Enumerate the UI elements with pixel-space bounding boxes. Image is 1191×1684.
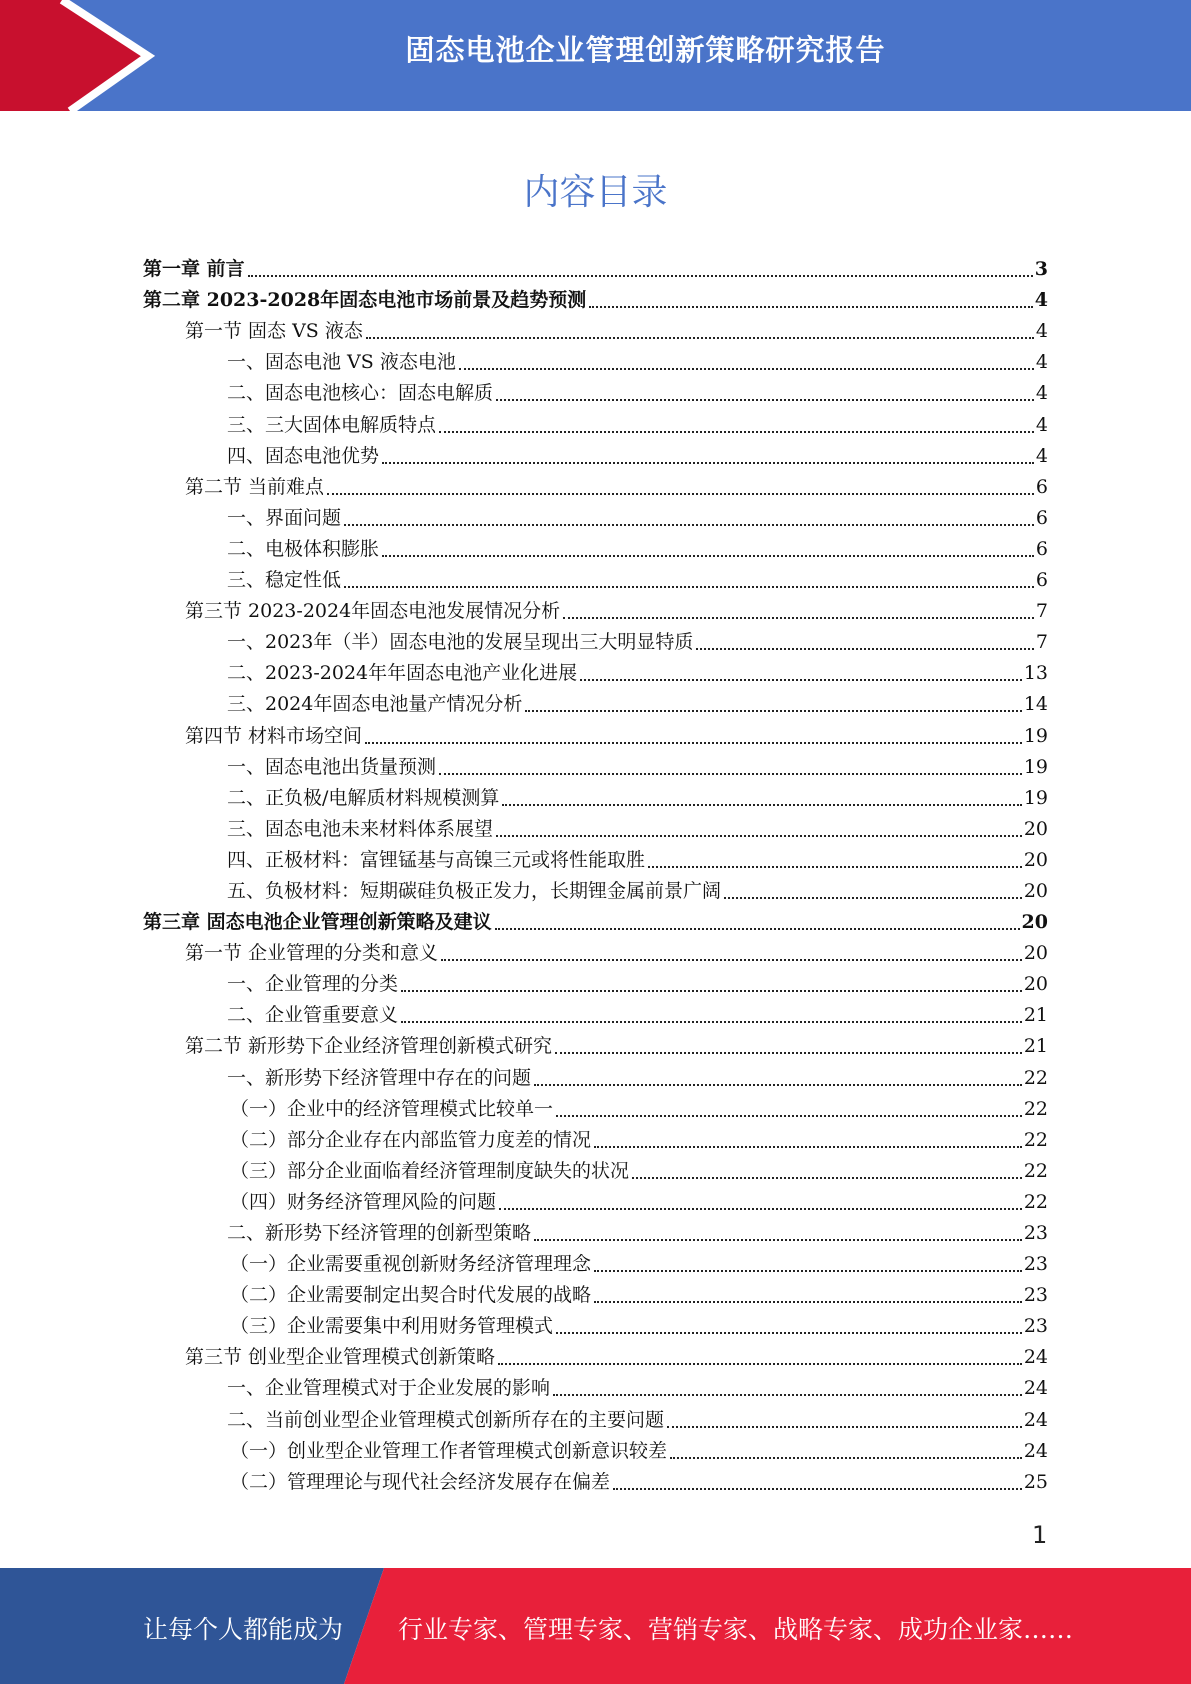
toc-entry[interactable] (143, 752, 1048, 783)
toc-entry-page: 22 (1023, 1128, 1048, 1151)
toc-entry[interactable] (143, 720, 1048, 751)
toc-entry-title: 二、2023-2024年年固态电池产业化进展 (227, 662, 578, 685)
toc-entry-page: 23 (1023, 1222, 1048, 1244)
toc-entry-page: 22 (1023, 1159, 1048, 1182)
toc-entry-title: （一）创业型企业管理工作者管理模式创新意识较差 (230, 1439, 668, 1462)
table-of-contents (143, 254, 1048, 1498)
toc-entry-title: 第一章 前言 (143, 258, 245, 281)
toc-entry-page: 21 (1023, 1035, 1048, 1058)
toc-entry-page: 20 (1023, 879, 1048, 902)
toc-dot-leader (594, 1269, 1022, 1272)
toc-dot-leader (248, 274, 1033, 277)
toc-entry-page: 22 (1023, 1066, 1048, 1089)
toc-entry-page: 23 (1023, 1315, 1048, 1338)
toc-dot-leader (365, 741, 1022, 744)
toc-entry-page: 23 (1023, 1253, 1048, 1276)
toc-dot-leader (724, 896, 1022, 899)
toc-entry-title: 第二节 当前难点 (185, 475, 325, 498)
footer-slogan-left: 让每个人都能成为 (143, 1615, 344, 1644)
toc-dot-leader (439, 430, 1034, 433)
toc-dot-leader (534, 1238, 1022, 1241)
toc-entry-title: 一、新形势下经济管理中存在的问题 (227, 1066, 532, 1089)
toc-dot-leader (502, 803, 1021, 806)
toc-entry-page: 6 (1035, 475, 1048, 498)
toc-entry[interactable] (143, 1000, 1048, 1031)
toc-entry-page: 20 (1023, 848, 1048, 871)
toc-entry[interactable] (143, 565, 1048, 596)
toc-entry-title: 第三章 固态电池企业管理创新策略及建议 (143, 911, 492, 934)
toc-entry-title: 二、新形势下经济管理的创新型策略 (227, 1222, 532, 1244)
toc-entry[interactable] (143, 1342, 1048, 1373)
toc-entry-page: 4 (1035, 444, 1048, 467)
toc-dot-leader (441, 958, 1022, 961)
toc-entry-page: 4 (1035, 351, 1048, 374)
toc-dot-leader (401, 989, 1022, 992)
toc-entry[interactable] (143, 1156, 1048, 1187)
toc-entry-page: 22 (1023, 1190, 1048, 1213)
toc-entry-page: 24 (1023, 1439, 1048, 1462)
toc-entry[interactable] (143, 1311, 1048, 1342)
toc-entry-title: 第三节 2023-2024年固态电池发展情况分析 (185, 600, 561, 623)
toc-entry-page: 22 (1023, 1097, 1048, 1120)
toc-entry[interactable] (143, 845, 1048, 876)
toc-entry-page: 19 (1023, 724, 1048, 747)
toc-dot-leader (496, 834, 1022, 837)
toc-entry-title: （三）企业需要集中利用财务管理模式 (230, 1315, 554, 1338)
toc-entry-page: 24 (1023, 1346, 1048, 1369)
toc-entry[interactable] (143, 783, 1048, 814)
toc-dot-leader (648, 865, 1022, 868)
toc-entry[interactable] (143, 409, 1048, 440)
toc-entry[interactable] (143, 627, 1048, 658)
toc-entry-page: 24 (1023, 1408, 1048, 1431)
toc-entry[interactable] (143, 1031, 1048, 1062)
toc-dot-leader (459, 367, 1034, 370)
toc-entry-title: 三、2024年固态电池量产情况分析 (227, 693, 523, 716)
toc-entry-title: 第一节 固态 VS 液态 (185, 320, 363, 343)
toc-dot-leader (670, 1456, 1022, 1459)
toc-entry-page: 4 (1034, 289, 1048, 312)
toc-entry-title: 第二节 新形势下企业经济管理创新模式研究 (185, 1035, 553, 1058)
toc-entry-title: 第一节 企业管理的分类和意义 (185, 942, 439, 965)
toc-entry-title: 二、当前创业型企业管理模式创新所存在的主要问题 (227, 1408, 665, 1431)
toc-entry[interactable] (143, 1467, 1048, 1498)
toc-entry-title: （二）部分企业存在内部监管力度差的情况 (230, 1128, 592, 1151)
toc-entry-page: 21 (1023, 1004, 1048, 1027)
toc-dot-leader (667, 1425, 1022, 1428)
toc-entry[interactable] (143, 472, 1048, 503)
toc-entry[interactable] (143, 689, 1048, 720)
toc-dot-leader (613, 1487, 1022, 1490)
toc-dot-leader (556, 1331, 1022, 1334)
toc-entry-page: 23 (1023, 1284, 1048, 1307)
toc-entry[interactable] (143, 876, 1048, 907)
page-number: 1 (1032, 1521, 1048, 1549)
footer-slogan-right: 行业专家、管理专家、营销专家、战略专家、成功企业家…… (398, 1615, 1074, 1644)
toc-entry-page: 24 (1023, 1377, 1048, 1400)
toc-entry-title: 二、企业管重要意义 (227, 1004, 399, 1027)
toc-entry[interactable] (143, 907, 1048, 938)
toc-entry[interactable] (143, 503, 1048, 534)
toc-entry-title: 一、企业管理的分类 (227, 973, 399, 996)
toc-entry-title: 一、固态电池出货量预测 (227, 755, 437, 778)
toc-entry[interactable] (143, 316, 1048, 347)
toc-dot-leader (344, 585, 1034, 588)
toc-entry[interactable] (143, 1436, 1048, 1467)
toc-entry[interactable] (143, 254, 1048, 285)
toc-dot-leader (495, 927, 1020, 930)
toc-dot-leader (555, 1051, 1022, 1054)
toc-title: 内容目录 (523, 172, 668, 213)
toc-entry[interactable] (143, 969, 1048, 1000)
toc-entry-page: 19 (1023, 786, 1048, 809)
toc-entry-title: （一）企业中的经济管理模式比较单一 (230, 1097, 554, 1120)
toc-entry-title: 二、正负极/电解质材料规模测算 (227, 786, 500, 809)
toc-entry-title: 五、负极材料：短期碳硅负极正发力，长期锂金属前景广阔 (227, 879, 722, 902)
toc-entry-page: 20 (1023, 973, 1048, 996)
toc-dot-leader (401, 1020, 1022, 1023)
toc-dot-leader (366, 336, 1034, 339)
toc-entry[interactable] (143, 1373, 1048, 1404)
toc-entry-title: 一、界面问题 (227, 506, 342, 529)
toc-dot-leader (534, 1083, 1022, 1086)
toc-entry-title: 一、2023年（半）固态电池的发展呈现出三大明显特质 (227, 631, 694, 654)
toc-entry[interactable] (143, 534, 1048, 565)
toc-entry-title: （四）财务经济管理风险的问题 (230, 1190, 497, 1213)
toc-entry[interactable] (143, 347, 1048, 378)
toc-dot-leader (696, 647, 1034, 650)
toc-entry-title: 第二章 2023-2028年固态电池市场前景及趋势预测 (143, 289, 587, 312)
toc-entry-page: 7 (1035, 600, 1048, 623)
toc-entry-page: 13 (1023, 662, 1048, 685)
toc-entry[interactable] (143, 1404, 1048, 1435)
toc-entry-title: 第三节 创业型企业管理模式创新策略 (185, 1346, 496, 1369)
toc-entry[interactable] (143, 1187, 1048, 1218)
toc-entry[interactable] (143, 596, 1048, 627)
toc-entry-page: 20 (1023, 817, 1048, 840)
toc-entry[interactable] (143, 1062, 1048, 1093)
toc-entry-title: 三、固态电池未来材料体系展望 (227, 817, 494, 840)
toc-dot-leader (563, 616, 1034, 619)
toc-dot-leader (499, 1207, 1022, 1210)
toc-entry-page: 20 (1023, 942, 1048, 965)
toc-entry-title: （二）企业需要制定出契合时代发展的战略 (230, 1284, 592, 1307)
toc-dot-leader (594, 1300, 1022, 1303)
toc-entry[interactable] (143, 378, 1048, 409)
toc-entry[interactable] (143, 1125, 1048, 1156)
toc-entry-title: 第四节 材料市场空间 (185, 724, 363, 747)
toc-entry-page: 20 (1021, 911, 1048, 934)
toc-dot-leader (580, 678, 1022, 681)
toc-entry-title: 一、企业管理模式对于企业发展的影响 (227, 1377, 551, 1400)
toc-dot-leader (594, 1145, 1022, 1148)
footer-bar (0, 1568, 1191, 1684)
toc-entry-page: 4 (1035, 413, 1048, 436)
toc-dot-leader (589, 305, 1033, 308)
toc-dot-leader (327, 492, 1034, 495)
toc-dot-leader (496, 398, 1034, 401)
toc-dot-leader (632, 1176, 1022, 1179)
toc-dot-leader (553, 1393, 1022, 1396)
toc-entry-page: 19 (1023, 755, 1048, 778)
toc-entry[interactable] (143, 1249, 1048, 1280)
toc-entry-title: 四、正极材料：富锂锰基与高镍三元或将性能取胜 (227, 848, 646, 871)
toc-dot-leader (498, 1362, 1022, 1365)
toc-dot-leader (344, 523, 1034, 526)
toc-entry-page: 14 (1023, 693, 1048, 716)
toc-entry-page: 4 (1035, 320, 1048, 343)
toc-entry-title: 一、固态电池 VS 液态电池 (227, 351, 456, 374)
toc-entry[interactable] (143, 285, 1048, 316)
toc-entry-title: 二、电极体积膨胀 (227, 537, 380, 560)
toc-entry[interactable] (143, 1094, 1048, 1125)
toc-entry-title: 三、稳定性低 (227, 569, 342, 592)
toc-entry-title: （一）企业需要重视创新财务经济管理理念 (230, 1253, 592, 1276)
toc-entry-title: 四、固态电池优势 (227, 444, 380, 467)
toc-entry-page: 25 (1023, 1470, 1048, 1493)
toc-entry-page: 6 (1035, 506, 1048, 529)
toc-dot-leader (382, 461, 1034, 464)
toc-dot-leader (525, 709, 1021, 712)
header-title: 固态电池企业管理创新策略研究报告 (405, 33, 886, 67)
toc-entry-page: 6 (1035, 569, 1048, 592)
toc-dot-leader (556, 1114, 1022, 1117)
toc-entry[interactable] (143, 1280, 1048, 1311)
toc-dot-leader (439, 772, 1022, 775)
toc-entry[interactable] (143, 938, 1048, 969)
toc-entry-title: 三、三大固体电解质特点 (227, 413, 437, 436)
toc-dot-leader (382, 554, 1034, 557)
toc-entry-title: （三）部分企业面临着经济管理制度缺失的状况 (230, 1159, 630, 1182)
toc-entry-page: 3 (1034, 258, 1048, 281)
toc-entry-page: 7 (1035, 631, 1048, 654)
toc-entry-title: 二、固态电池核心：固态电解质 (227, 382, 494, 405)
toc-entry-page: 6 (1035, 537, 1048, 560)
toc-entry-page: 4 (1035, 382, 1048, 405)
toc-entry[interactable] (143, 814, 1048, 845)
toc-entry[interactable] (143, 658, 1048, 689)
toc-entry[interactable] (143, 441, 1048, 472)
toc-entry[interactable] (143, 1218, 1048, 1249)
header-bar (0, 0, 1191, 111)
toc-entry-title: （二）管理理论与现代社会经济发展存在偏差 (230, 1470, 611, 1493)
